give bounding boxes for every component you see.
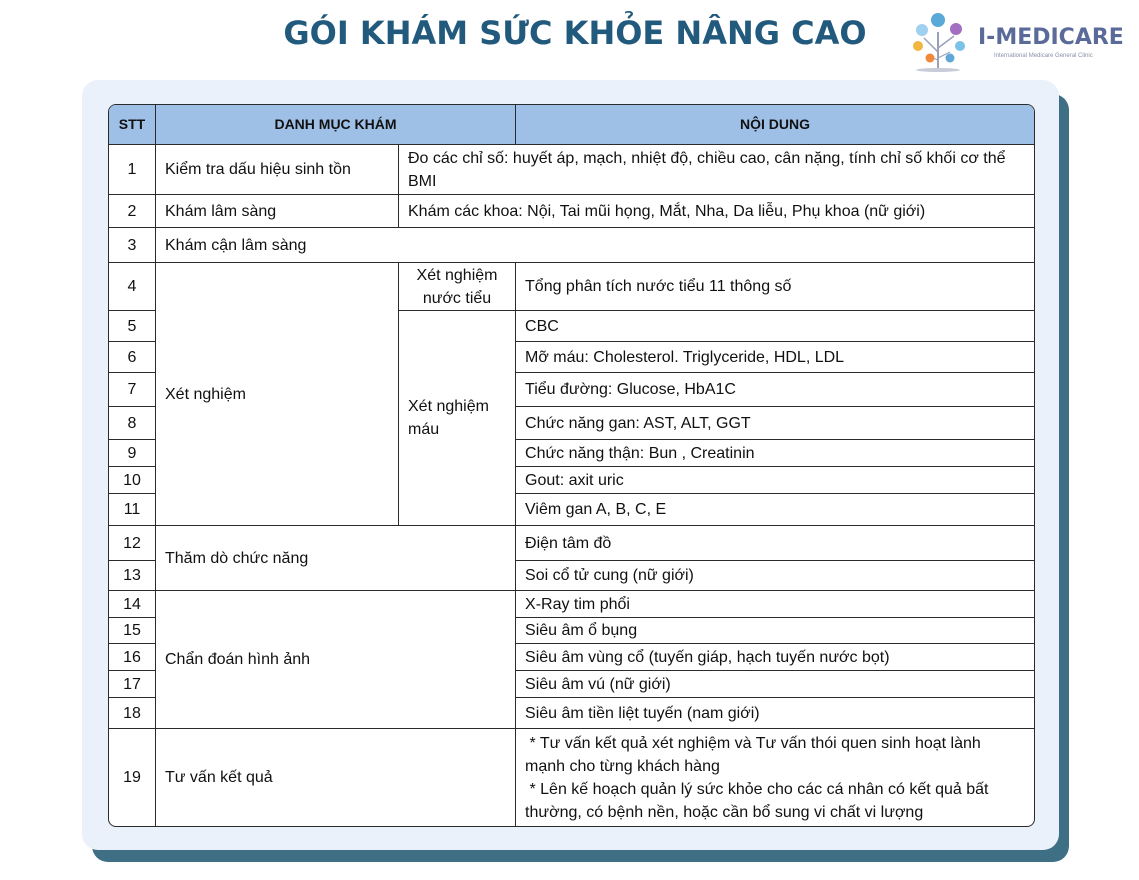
- row-content: Khám các khoa: Nội, Tai mũi họng, Mắt, Nha, Da liễu, Phụ khoa (nữ giới): [399, 195, 1034, 228]
- row-content: [516, 729, 1034, 826]
- brand-tagline: International Medicare General Clinic: [994, 53, 1093, 59]
- group-urine-test: Xét nghiệm nước tiểu: [399, 263, 516, 311]
- row-content: Điện tâm đồ: [516, 526, 1034, 561]
- row-number: 5: [109, 311, 156, 342]
- row-number: 7: [109, 373, 156, 407]
- row-number: 6: [109, 342, 156, 373]
- group-functional-tests: Thăm dò chức năng: [156, 526, 516, 591]
- row-number: 15: [109, 618, 156, 644]
- row-content: Tổng phân tích nước tiểu 11 thông số: [516, 263, 1034, 311]
- row-content: Soi cổ tử cung (nữ giới): [516, 561, 1034, 591]
- table-row: [109, 526, 1034, 561]
- row-category: Khám cận lâm sàng: [156, 228, 1034, 263]
- row-number: 2: [109, 195, 156, 228]
- row-number: 17: [109, 671, 156, 698]
- advice-line-2: * Lên kế hoạch quản lý sức khỏe cho các cá nhân có kết quả bất thường, có bệnh nền, hoặc cần bổ sung vi chất vi lượng: [525, 780, 993, 821]
- row-content: Siêu âm ổ bụng: [516, 618, 1034, 644]
- table-row: [109, 195, 1034, 228]
- row-number: 12: [109, 526, 156, 561]
- row-content: Chức năng gan: AST, ALT, GGT: [516, 407, 1034, 440]
- row-number: 1: [109, 145, 156, 195]
- row-content: X-Ray tim phổi: [516, 591, 1034, 618]
- row-content: Siêu âm vú (nữ giới): [516, 671, 1034, 698]
- table-row: [109, 729, 1034, 826]
- row-content: Đo các chỉ số: huyết áp, mạch, nhiệt độ, chiều cao, cân nặng, tính chỉ số khối cơ thể BMI: [399, 145, 1034, 195]
- row-content: Mỡ máu: Cholesterol. Triglyceride, HDL, LDL: [516, 342, 1034, 373]
- table-row: [109, 228, 1034, 263]
- row-number: 11: [109, 494, 156, 526]
- header-category: DANH MỤC KHÁM: [156, 105, 516, 145]
- table-row: [109, 145, 1034, 195]
- row-number: 8: [109, 407, 156, 440]
- row-category: Khám lâm sàng: [156, 195, 399, 228]
- row-content: Viêm gan A, B, C, E: [516, 494, 1034, 526]
- row-number: 14: [109, 591, 156, 618]
- row-number: 10: [109, 467, 156, 494]
- brand-logo: [908, 12, 1133, 72]
- row-content: Chức năng thận: Bun , Creatinin: [516, 440, 1034, 467]
- tree-logo-icon: [908, 12, 974, 72]
- group-imaging: Chẩn đoán hình ảnh: [156, 591, 516, 729]
- row-category: Tư vấn kết quả: [156, 729, 516, 826]
- row-content: Siêu âm tiền liệt tuyến (nam giới): [516, 698, 1034, 729]
- row-number: 19: [109, 729, 156, 826]
- row-number: 4: [109, 263, 156, 311]
- header-content: NỘI DUNG: [516, 105, 1034, 145]
- row-number: 18: [109, 698, 156, 729]
- table-row: [109, 591, 1034, 618]
- row-number: 13: [109, 561, 156, 591]
- table-header-row: [109, 105, 1034, 145]
- health-package-table: [108, 104, 1035, 827]
- row-content: CBC: [516, 311, 1034, 342]
- group-blood-test: Xét nghiệm máu: [399, 311, 516, 526]
- row-number: 9: [109, 440, 156, 467]
- row-number: 3: [109, 228, 156, 263]
- header-stt: STT: [109, 105, 156, 145]
- group-lab-tests: Xét nghiệm: [156, 263, 399, 526]
- row-content: Gout: axit uric: [516, 467, 1034, 494]
- advice-line-1: * Tư vấn kết quả xét nghiệm và Tư vấn thói quen sinh hoạt lành mạnh cho từng khách hàng: [525, 734, 986, 775]
- table-row: [109, 263, 1034, 311]
- row-content: Tiểu đường: Glucose, HbA1C: [516, 373, 1034, 407]
- row-number: 16: [109, 644, 156, 671]
- row-category: Kiểm tra dấu hiệu sinh tồn: [156, 145, 399, 195]
- row-content: Siêu âm vùng cổ (tuyến giáp, hạch tuyến nước bọt): [516, 644, 1034, 671]
- brand-name: I-MEDICARE: [978, 25, 1124, 50]
- page-title: GÓI KHÁM SỨC KHỎE NÂNG CAO: [283, 14, 867, 52]
